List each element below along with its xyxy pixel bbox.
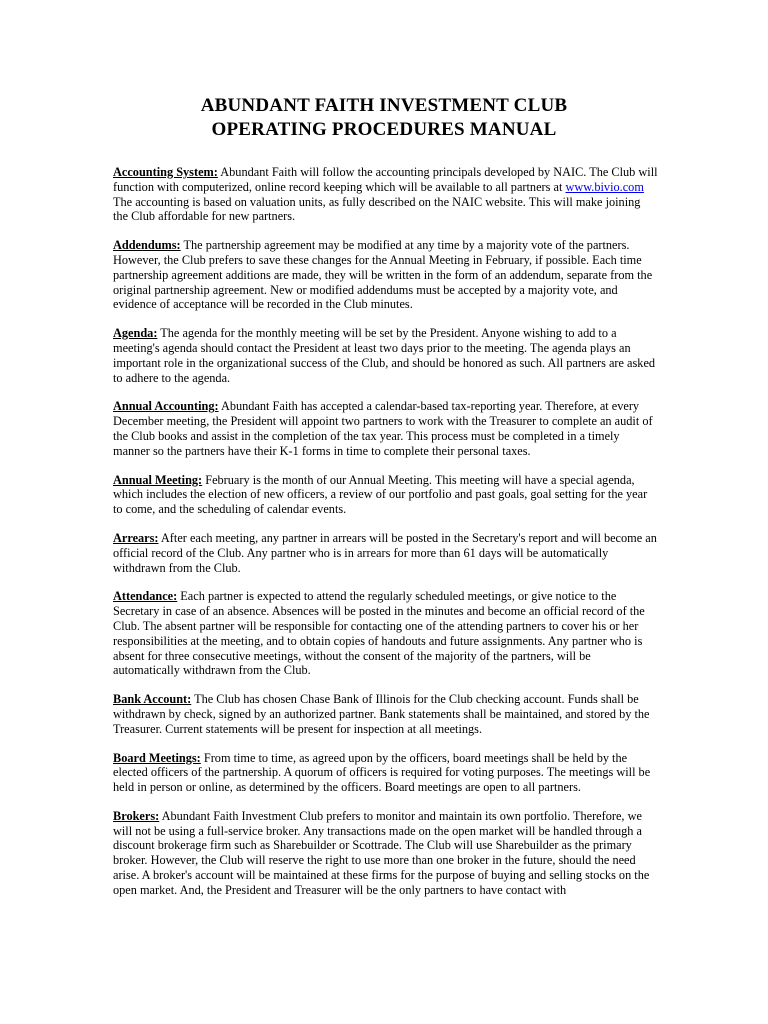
section-text: The accounting is based on valuation units, as fully described on the NAIC website. This will make joining the Club affordable for new partners.	[113, 194, 641, 224]
section-heading: Accounting System:	[113, 165, 218, 179]
section-brokers	[113, 809, 658, 898]
section-board-meetings	[113, 751, 658, 795]
section-heading: Annual Meeting:	[113, 472, 203, 487]
section-text: The Club has chosen Chase Bank of Illinois for the Club checking account. Funds shall be withdrawn by check, signed by an authorized partner. Bank statements shall be maintained, and stored by the Treasurer. Current statements will be present for inspection at all meetings.	[113, 692, 650, 736]
section-text: Abundant Faith will follow the accounting principals developed by NAIC. The Club will function with computerized, online record keeping which will be available to all partners at	[113, 165, 658, 194]
section-text: Each partner is expected to attend the regularly scheduled meetings, or give notice to the Secretary in case of an absence. Absences will be posted in the minutes and become an official record of the Club. The absent partner will be responsible for contacting one of the attending partners to cover his or her responsibilities at the meeting, and to obtain copies of handouts and future assignments. Any partner who is absent for three consecutive meetings, without the consent of the majority of the partners, will be automatically withdrawn from the Club.	[113, 589, 645, 678]
section-text: The partnership agreement may be modified at any time by a majority vote of the partners. However, the Club prefers to save these changes for the Annual Meeting in February, if possible. Each time partnership agreement additions are made, they will be written in the form of an addendum, separate from the original partnership agreement. New or modified addendums must be accepted by a majority vote, and evidence of acceptance will be recorded in the Club minutes.	[113, 238, 653, 312]
section-heading: Bank Account:	[113, 692, 192, 707]
section-text: The agenda for the monthly meeting will be set by the President. Anyone wishing to add to a meeting's agenda should contact the President at least two days prior to the meeting. The agenda plays an important role in the organizational success of the Club, and should be honored as such. All partners are asked to adhere to the agenda.	[113, 326, 656, 385]
section-text: Abundant Faith has accepted a calendar-based tax-reporting year. Therefore, at every December meeting, the President will appoint two partners to work with the Treasurer to complete an audit of the Club books and assist in the completion of the tax year. This process must be completed in a timely manner so the partners have their K-1 forms in time to complete their personal taxes.	[113, 399, 653, 458]
bivio-link[interactable]: www.bivio.com	[565, 179, 644, 194]
section-annual-meeting	[113, 473, 658, 517]
section-addendums	[113, 238, 658, 312]
section-heading: Brokers:	[113, 808, 160, 823]
section-heading: Board Meetings:	[113, 750, 201, 765]
document-title-line2: OPERATING PROCEDURES MANUAL	[211, 119, 557, 140]
section-text: Abundant Faith Investment Club prefers to monitor and maintain its own portfolio. Therefore, we will not be using a full-service broker. Any transactions made on the open market will be handled through a discount brokerage firm such as Sharebuilder or Scottrade. The Club will use Sharebuilder as the primary broker. However, the Club will reserve the right to use more than one broker in the future, should the need arise. A broker's account will be maintained at these firms for the purpose of buying and selling stocks on the open market. And, the President and Treasurer will be the only partners to have contact with	[113, 808, 650, 897]
section-text: After each meeting, any partner in arrears will be posted in the Secretary's report and will become an official record of the Club. Any partner who is in arrears for more than 61 days will be automatically withdrawn from the Club.	[113, 530, 657, 575]
document-title-line1: ABUNDANT FAITH INVESTMENT CLUB	[200, 95, 568, 116]
document-body	[113, 165, 658, 912]
section-bank-account	[113, 692, 658, 736]
section-heading: Agenda:	[113, 326, 158, 341]
section-accounting-system	[113, 165, 658, 224]
section-heading: Arrears:	[113, 530, 159, 545]
section-heading: Attendance:	[113, 589, 178, 604]
section-arrears	[113, 531, 658, 575]
section-heading: Addendums:	[113, 238, 181, 253]
section-annual-accounting	[113, 399, 658, 458]
section-text: From time to time, as agreed upon by the officers, board meetings shall be held by the elected officers of the partnership. A quorum of officers is required for voting purposes. The meetings will be held in person or online, as determined by the officers. Board meetings are open to all partners.	[113, 750, 651, 795]
section-agenda	[113, 326, 658, 385]
section-attendance	[113, 589, 658, 678]
section-heading: Annual Accounting:	[113, 399, 219, 414]
section-text: February is the month of our Annual Meeting. This meeting will have a special agenda, which includes the election of new officers, a review of our portfolio and past goals, goal setting for the year to come, and the scheduling of calendar events.	[113, 472, 648, 517]
